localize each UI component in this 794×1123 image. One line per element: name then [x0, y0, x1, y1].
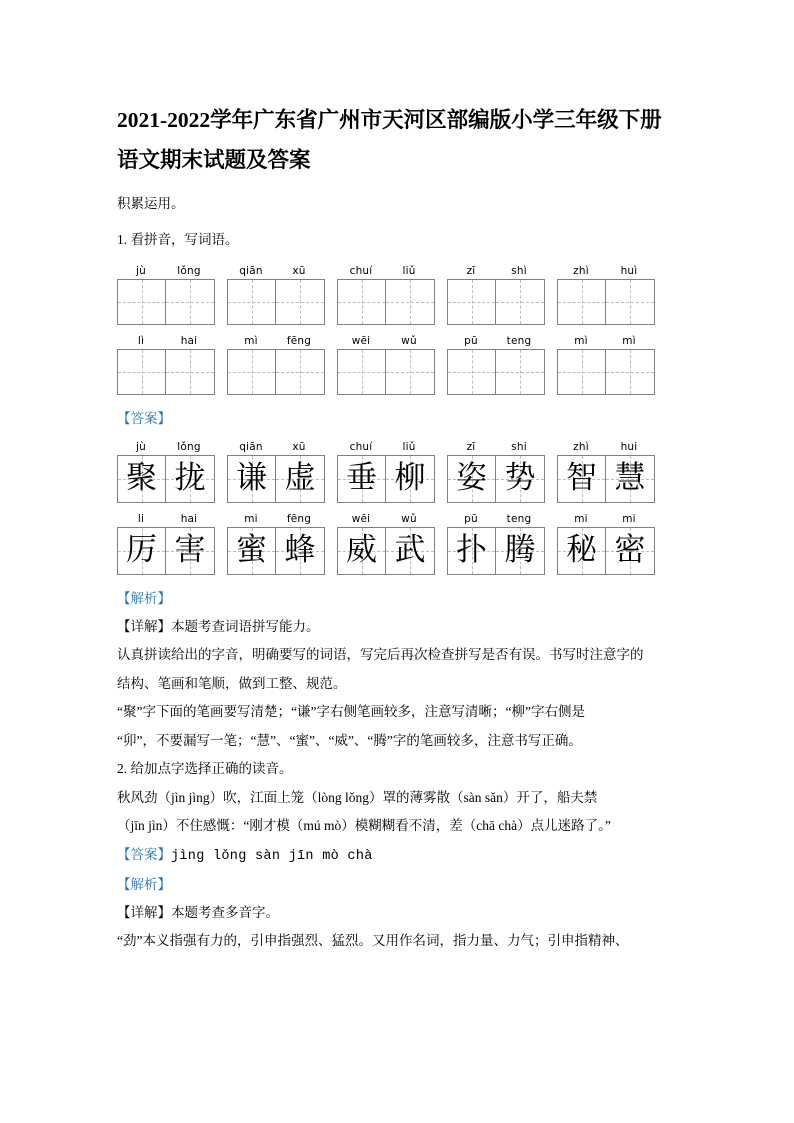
- pinyin-label: teng: [506, 512, 532, 525]
- pinyin-row: [337, 263, 435, 279]
- pinyin-row: [447, 263, 545, 279]
- han-char: 秘: [566, 532, 597, 568]
- pinyin-label: mi: [622, 512, 636, 525]
- pinyin-row: [227, 263, 325, 279]
- writing-cell[interactable]: [606, 350, 654, 394]
- pinyin-label: shì: [511, 264, 527, 277]
- word-group: [557, 439, 655, 503]
- writing-cell[interactable]: [166, 280, 214, 324]
- han-char: 谦: [236, 460, 267, 496]
- pinyin-label: hai: [180, 334, 198, 347]
- writing-cell[interactable]: [606, 280, 654, 324]
- han-char: [386, 350, 434, 394]
- pinyin-label: zhì: [573, 264, 589, 277]
- writing-cell[interactable]: [558, 350, 606, 394]
- han-char: 拢: [174, 460, 206, 496]
- han-char: 害: [174, 532, 206, 568]
- pinyin-row: [227, 439, 325, 455]
- word-group: [117, 439, 215, 503]
- answer-cell: [338, 528, 386, 574]
- pinyin-label: li: [137, 512, 145, 525]
- answer-cell: [558, 456, 606, 502]
- han-char: 蜂: [284, 532, 316, 568]
- writing-cell[interactable]: [276, 280, 324, 324]
- pinyin-label: mì: [622, 334, 636, 347]
- word-group: [337, 333, 435, 395]
- pinyin-label: pū: [464, 512, 478, 525]
- pinyin-row: [117, 511, 215, 527]
- pinyin-row: [337, 511, 435, 527]
- pinyin-label: mi: [244, 512, 258, 525]
- answer-grid-row: [117, 439, 677, 503]
- answer-cell: [276, 528, 324, 574]
- word-group: [227, 439, 325, 503]
- han-char: [276, 280, 324, 324]
- han-char: [228, 350, 275, 394]
- word-group: [227, 263, 325, 325]
- word-group: [447, 263, 545, 325]
- answer-cell: [338, 456, 386, 502]
- question-1-prompt: 1. 看拼音，写词语。: [117, 231, 239, 247]
- word-group: [117, 333, 215, 395]
- han-char: [496, 350, 544, 394]
- word-group: [337, 511, 435, 575]
- pinyin-label: hui: [620, 440, 638, 453]
- han-char: [558, 350, 605, 394]
- question-2-passage-line: 秋风劲（jìn jìng）吹，江面上笼（lòng lǒng）罩的薄雾散（sàn sǎn）开了，船夫禁: [117, 789, 598, 805]
- han-char: 慧: [614, 460, 646, 496]
- writing-cell[interactable]: [496, 350, 544, 394]
- answer-cell: [276, 456, 324, 502]
- title-line-2: 语文期末试题及答案: [117, 148, 311, 172]
- word-group: [447, 439, 545, 503]
- pinyin-label: zhì: [573, 440, 589, 453]
- tianzige-boxes: [227, 527, 325, 575]
- pinyin-label: lǒng: [177, 264, 201, 277]
- answer-label-q1: [117, 405, 677, 433]
- answer-label-q2: [117, 841, 677, 871]
- writing-cell[interactable]: [338, 350, 386, 394]
- word-group: [117, 263, 215, 325]
- pinyin-label: jù: [136, 264, 146, 277]
- han-char: [338, 280, 385, 324]
- tianzige-boxes[interactable]: [447, 349, 545, 395]
- tianzige-boxes[interactable]: [337, 279, 435, 325]
- han-char: [228, 280, 275, 324]
- answer-cell: [166, 456, 214, 502]
- answer-grid-row: [117, 511, 677, 575]
- tianzige-boxes: [447, 527, 545, 575]
- pinyin-label: mì: [244, 334, 258, 347]
- pinyin-label: liǔ: [402, 264, 416, 277]
- answer-cell: [606, 456, 654, 502]
- han-char: 武: [394, 532, 426, 568]
- pinyin-row: [227, 333, 325, 349]
- pinyin-label: liǔ: [402, 440, 416, 453]
- pinyin-label: pū: [464, 334, 478, 347]
- han-char: [338, 350, 385, 394]
- pinyin-grid-row: [117, 333, 677, 395]
- han-char: [496, 280, 544, 324]
- answer-cell: [448, 456, 496, 502]
- answer-cell: [166, 528, 214, 574]
- pinyin-label: lì: [137, 334, 145, 347]
- writing-cell[interactable]: [496, 280, 544, 324]
- han-char: 姿: [456, 460, 487, 496]
- pinyin-row: [557, 263, 655, 279]
- pinyin-label: chuí: [349, 440, 373, 453]
- writing-cell[interactable]: [558, 280, 606, 324]
- tianzige-boxes[interactable]: [117, 349, 215, 395]
- answer-cell: [496, 528, 544, 574]
- word-group: [557, 333, 655, 395]
- tianzige-boxes[interactable]: [557, 279, 655, 325]
- tianzige-boxes[interactable]: [557, 349, 655, 395]
- pinyin-label: shi: [511, 440, 527, 453]
- pinyin-label: qiān: [239, 440, 263, 453]
- answer-cell: [118, 528, 166, 574]
- title-line-1: 2021-2022学年广东省广州市天河区部编版小学三年级下册: [117, 108, 662, 132]
- tianzige-boxes[interactable]: [117, 279, 215, 325]
- pinyin-label: mi: [574, 512, 588, 525]
- pinyin-row: [337, 333, 435, 349]
- pinyin-grid-row: [117, 263, 677, 325]
- analysis-label-q2: [117, 871, 677, 899]
- pinyin-label: teng: [506, 334, 532, 347]
- han-char: [448, 350, 495, 394]
- writing-cell[interactable]: [386, 350, 434, 394]
- word-group: [227, 333, 325, 395]
- analysis-label-text: 【解析】: [117, 876, 171, 892]
- writing-cell[interactable]: [118, 280, 166, 324]
- pinyin-label: xū: [292, 440, 306, 453]
- analysis-paragraph: 认真拼读给出的字音，明确要写的词语，写完后再次检查拼写是否有误。书写时注意字的: [117, 647, 644, 662]
- pinyin-row: [557, 511, 655, 527]
- pinyin-row: [447, 511, 545, 527]
- pinyin-label: huì: [620, 264, 638, 277]
- answer-cell: [386, 456, 434, 502]
- detail-line-q2: 【详解】本题考查多音字。: [117, 904, 279, 920]
- tianzige-boxes[interactable]: [447, 279, 545, 325]
- tianzige-boxes: [117, 455, 215, 503]
- question-2-passage-line: （jīn jìn）不住感慨：“刚才模（mú mò）模糊糊看不清，差（chā chà）点儿迷路了。”: [117, 818, 611, 833]
- word-group: [557, 263, 655, 325]
- han-char: [118, 350, 165, 394]
- pinyin-row: [557, 439, 655, 455]
- pinyin-label: xū: [292, 264, 306, 277]
- pinyin-label: wēi: [351, 512, 371, 525]
- pinyin-row: [557, 333, 655, 349]
- writing-cell[interactable]: [118, 350, 166, 394]
- han-char: [448, 280, 495, 324]
- han-char: 厉: [126, 532, 157, 568]
- tianzige-boxes: [447, 455, 545, 503]
- tianzige-boxes: [337, 455, 435, 503]
- analysis-label-q1: [117, 585, 677, 613]
- answer-cell: [496, 456, 544, 502]
- pinyin-label: fēng: [286, 334, 312, 347]
- pinyin-label: lǒng: [177, 440, 201, 453]
- pinyin-label: wǔ: [401, 334, 417, 347]
- han-char: 聚: [126, 460, 157, 496]
- answer-cell: [558, 528, 606, 574]
- writing-cell[interactable]: [166, 350, 214, 394]
- answer-cell: [606, 528, 654, 574]
- han-char: [558, 280, 605, 324]
- pinyin-label: jù: [136, 440, 146, 453]
- han-char: [166, 350, 214, 394]
- question-2-prompt: 2. 给加点字选择正确的读音。: [117, 761, 293, 776]
- han-char: [606, 350, 654, 394]
- word-group: [227, 511, 325, 575]
- answer-cell: [448, 528, 496, 574]
- han-char: 智: [566, 460, 597, 496]
- answer-label-text: 【答案】: [117, 410, 171, 426]
- writing-cell[interactable]: [228, 280, 276, 324]
- answer-cell: [228, 528, 276, 574]
- analysis-paragraph: “卯”，不要漏写一笔；“慧”、“蜜”、“威”、“腾”字的笔画较多，注意书写正确。: [117, 732, 582, 748]
- han-char: 威: [346, 532, 377, 568]
- han-char: 扑: [456, 532, 487, 568]
- writing-cell[interactable]: [386, 280, 434, 324]
- han-char: [386, 280, 434, 324]
- word-group: [337, 263, 435, 325]
- pinyin-label: wēi: [351, 334, 371, 347]
- pinyin-row: [337, 439, 435, 455]
- pinyin-label: qiān: [239, 264, 263, 277]
- tianzige-boxes: [117, 527, 215, 575]
- han-char: 腾: [504, 532, 536, 568]
- word-group: [447, 333, 545, 395]
- tianzige-boxes: [557, 527, 655, 575]
- pinyin-label: hai: [180, 512, 198, 525]
- pinyin-row: [227, 511, 325, 527]
- han-char: 密: [614, 532, 646, 568]
- tianzige-boxes[interactable]: [337, 349, 435, 395]
- analysis-paragraph: “聚”字下面的笔画要写清楚；“谦”字右侧笔画较多，注意写清晰；“柳”字右侧是: [117, 704, 585, 719]
- answer-cell: [118, 456, 166, 502]
- tianzige-boxes: [337, 527, 435, 575]
- han-char: [118, 280, 165, 324]
- pinyin-row: [447, 439, 545, 455]
- writing-cell[interactable]: [448, 350, 496, 394]
- writing-cell[interactable]: [448, 280, 496, 324]
- han-char: 柳: [394, 460, 426, 496]
- writing-cell[interactable]: [276, 350, 324, 394]
- writing-cell[interactable]: [338, 280, 386, 324]
- word-group: [337, 439, 435, 503]
- word-group: [447, 511, 545, 575]
- han-char: [166, 280, 214, 324]
- pinyin-row: [117, 439, 215, 455]
- pinyin-label: fēng: [286, 512, 312, 525]
- writing-cell[interactable]: [228, 350, 276, 394]
- tianzige-boxes[interactable]: [227, 349, 325, 395]
- han-char: 蜜: [236, 532, 267, 568]
- tianzige-boxes: [227, 455, 325, 503]
- han-char: 势: [504, 460, 536, 496]
- page-title: [117, 100, 677, 180]
- pinyin-row: [117, 263, 215, 279]
- pinyin-label: zī: [466, 264, 476, 277]
- answer-cell: [228, 456, 276, 502]
- pinyin-row: [447, 333, 545, 349]
- han-char: [276, 350, 324, 394]
- pinyin-label: mì: [574, 334, 588, 347]
- han-char: [606, 280, 654, 324]
- word-group: [117, 511, 215, 575]
- han-char: 垂: [346, 460, 377, 496]
- analysis-label-text: 【解析】: [117, 590, 171, 606]
- pinyin-label: wǔ: [401, 512, 417, 525]
- answer-cell: [386, 528, 434, 574]
- han-char: 虚: [284, 460, 316, 496]
- section-heading: 积累运用。: [117, 196, 185, 211]
- detail-line-q1: 【详解】本题考查词语拼写能力。: [117, 618, 320, 634]
- pinyin-label: chuí: [349, 264, 373, 277]
- word-group: [557, 511, 655, 575]
- tianzige-boxes: [557, 455, 655, 503]
- answer-value-q2: jìng lǒng sàn jīn mò chà: [171, 848, 373, 864]
- pinyin-label: zī: [466, 440, 476, 453]
- analysis-paragraph: “劲”本义指强有力的，引申指强烈、猛烈。又用作名词，指力量、力气；引申指精神、: [117, 933, 629, 948]
- analysis-paragraph: 结构、笔画和笔顺，做到工整、规范。: [117, 675, 347, 691]
- tianzige-boxes[interactable]: [227, 279, 325, 325]
- pinyin-row: [117, 333, 215, 349]
- answer-label-text: 【答案】: [117, 846, 171, 862]
